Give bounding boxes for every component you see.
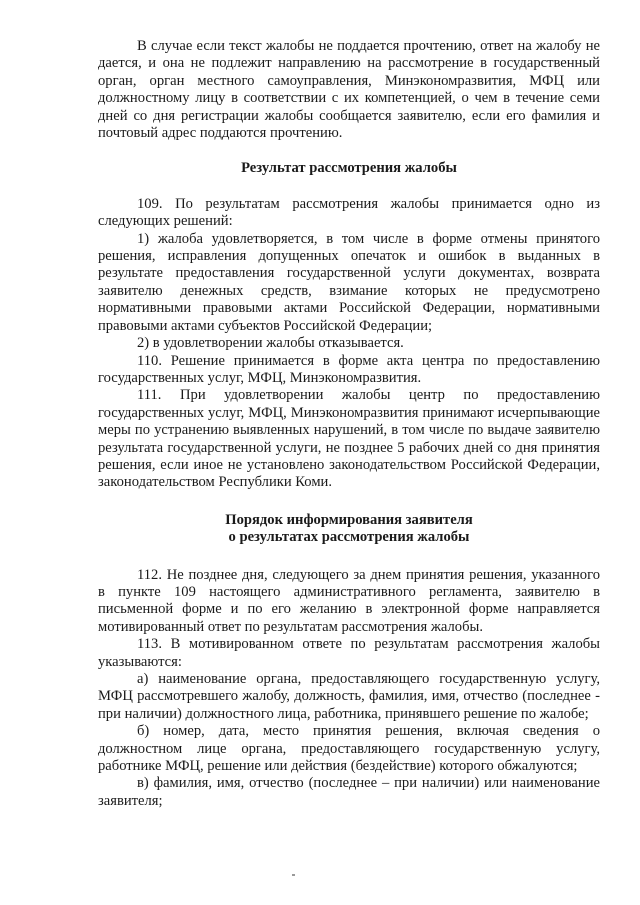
document-page [98, 38, 600, 810]
section-heading-result: Результат рассмотрения жалобы [241, 160, 457, 177]
scan-speck [292, 874, 295, 876]
section-heading-informing-line2: о результатах рассмотрения жалобы [228, 529, 470, 546]
paragraph-113: 113. В мотивированном ответе по результатам рассмотрения жалобы указываются: [98, 636, 600, 670]
paragraph-113-item-a: а) наименование органа, предоставляющего государственную услугу, МФЦ рассмотревшего жалобу, должность, фамилия, имя, отчество (последнее - при наличии) должностного лица, работника, принявшего решение по жалобе; [98, 671, 600, 722]
section-heading-informing-line1: Порядок информирования заявителя [225, 511, 473, 528]
paragraph-112: 112. Не позднее дня, следующего за днем принятия решения, указанного в пункте 109 настоящего административного регламента, заявителю в письменной форме и по его желанию в электронной форме направляется мотивированный ответ по результатам рассмотрения жалобы. [98, 566, 600, 635]
paragraph-109: 109. По результатам рассмотрения жалобы принимается одно из следующих решений: [98, 195, 600, 230]
paragraph-109-item-2: 2) в удовлетворении жалобы отказывается. [137, 335, 404, 352]
paragraph-113-item-c: в) фамилия, имя, отчество (последнее – при наличии) или наименование заявителя; [98, 775, 600, 809]
paragraph-110: 110. Решение принимается в форме акта центра по предоставлению государственных услуг, МФЦ, Минэкономразвития. [98, 352, 600, 386]
paragraph-109-item-1: 1) жалоба удовлетворяется, в том числе в форме отмены принятого решения, исправления допущенных опечаток и ошибок в выданных в результате предоставления государственной услуги документах, возврата заявителю денежных средств, взимание которых не предусмотрено нормативными правовыми актами Российской Федерации, нормативными правовыми актами субъектов Российской Федерации; [98, 230, 600, 334]
intro-paragraph: В случае если текст жалобы не поддается прочтению, ответ на жалобу не дается, и она не подлежит направлению на рассмотрение в государственный орган, орган местного самоуправления, Минэкономразвития, МФЦ или должностному лицу в соответствии с их компетенцией, о чем в течение семи дней со дня регистрации жалобы сообщается заявителю, если его фамилия и почтовый адрес поддаются прочтению. [98, 38, 600, 142]
paragraph-111: 111. При удовлетворении жалобы центр по предоставлению государственных услуг, МФЦ, Минэкономразвития принимают исчерпывающие меры по устранению выявленных нарушений, в том числе по выдаче заявителю результата государственной услуги, не позднее 5 рабочих дней со дня принятия решения, если иное не установлено законодательством Российской Федерации, законодательством Республики Коми. [98, 387, 600, 491]
paragraph-113-item-b: б) номер, дата, место принятия решения, включая сведения о должностном лице органа, предоставляющего государственную услугу, работнике МФЦ, решение или действия (бездействие) которого обжалуются; [98, 723, 600, 775]
